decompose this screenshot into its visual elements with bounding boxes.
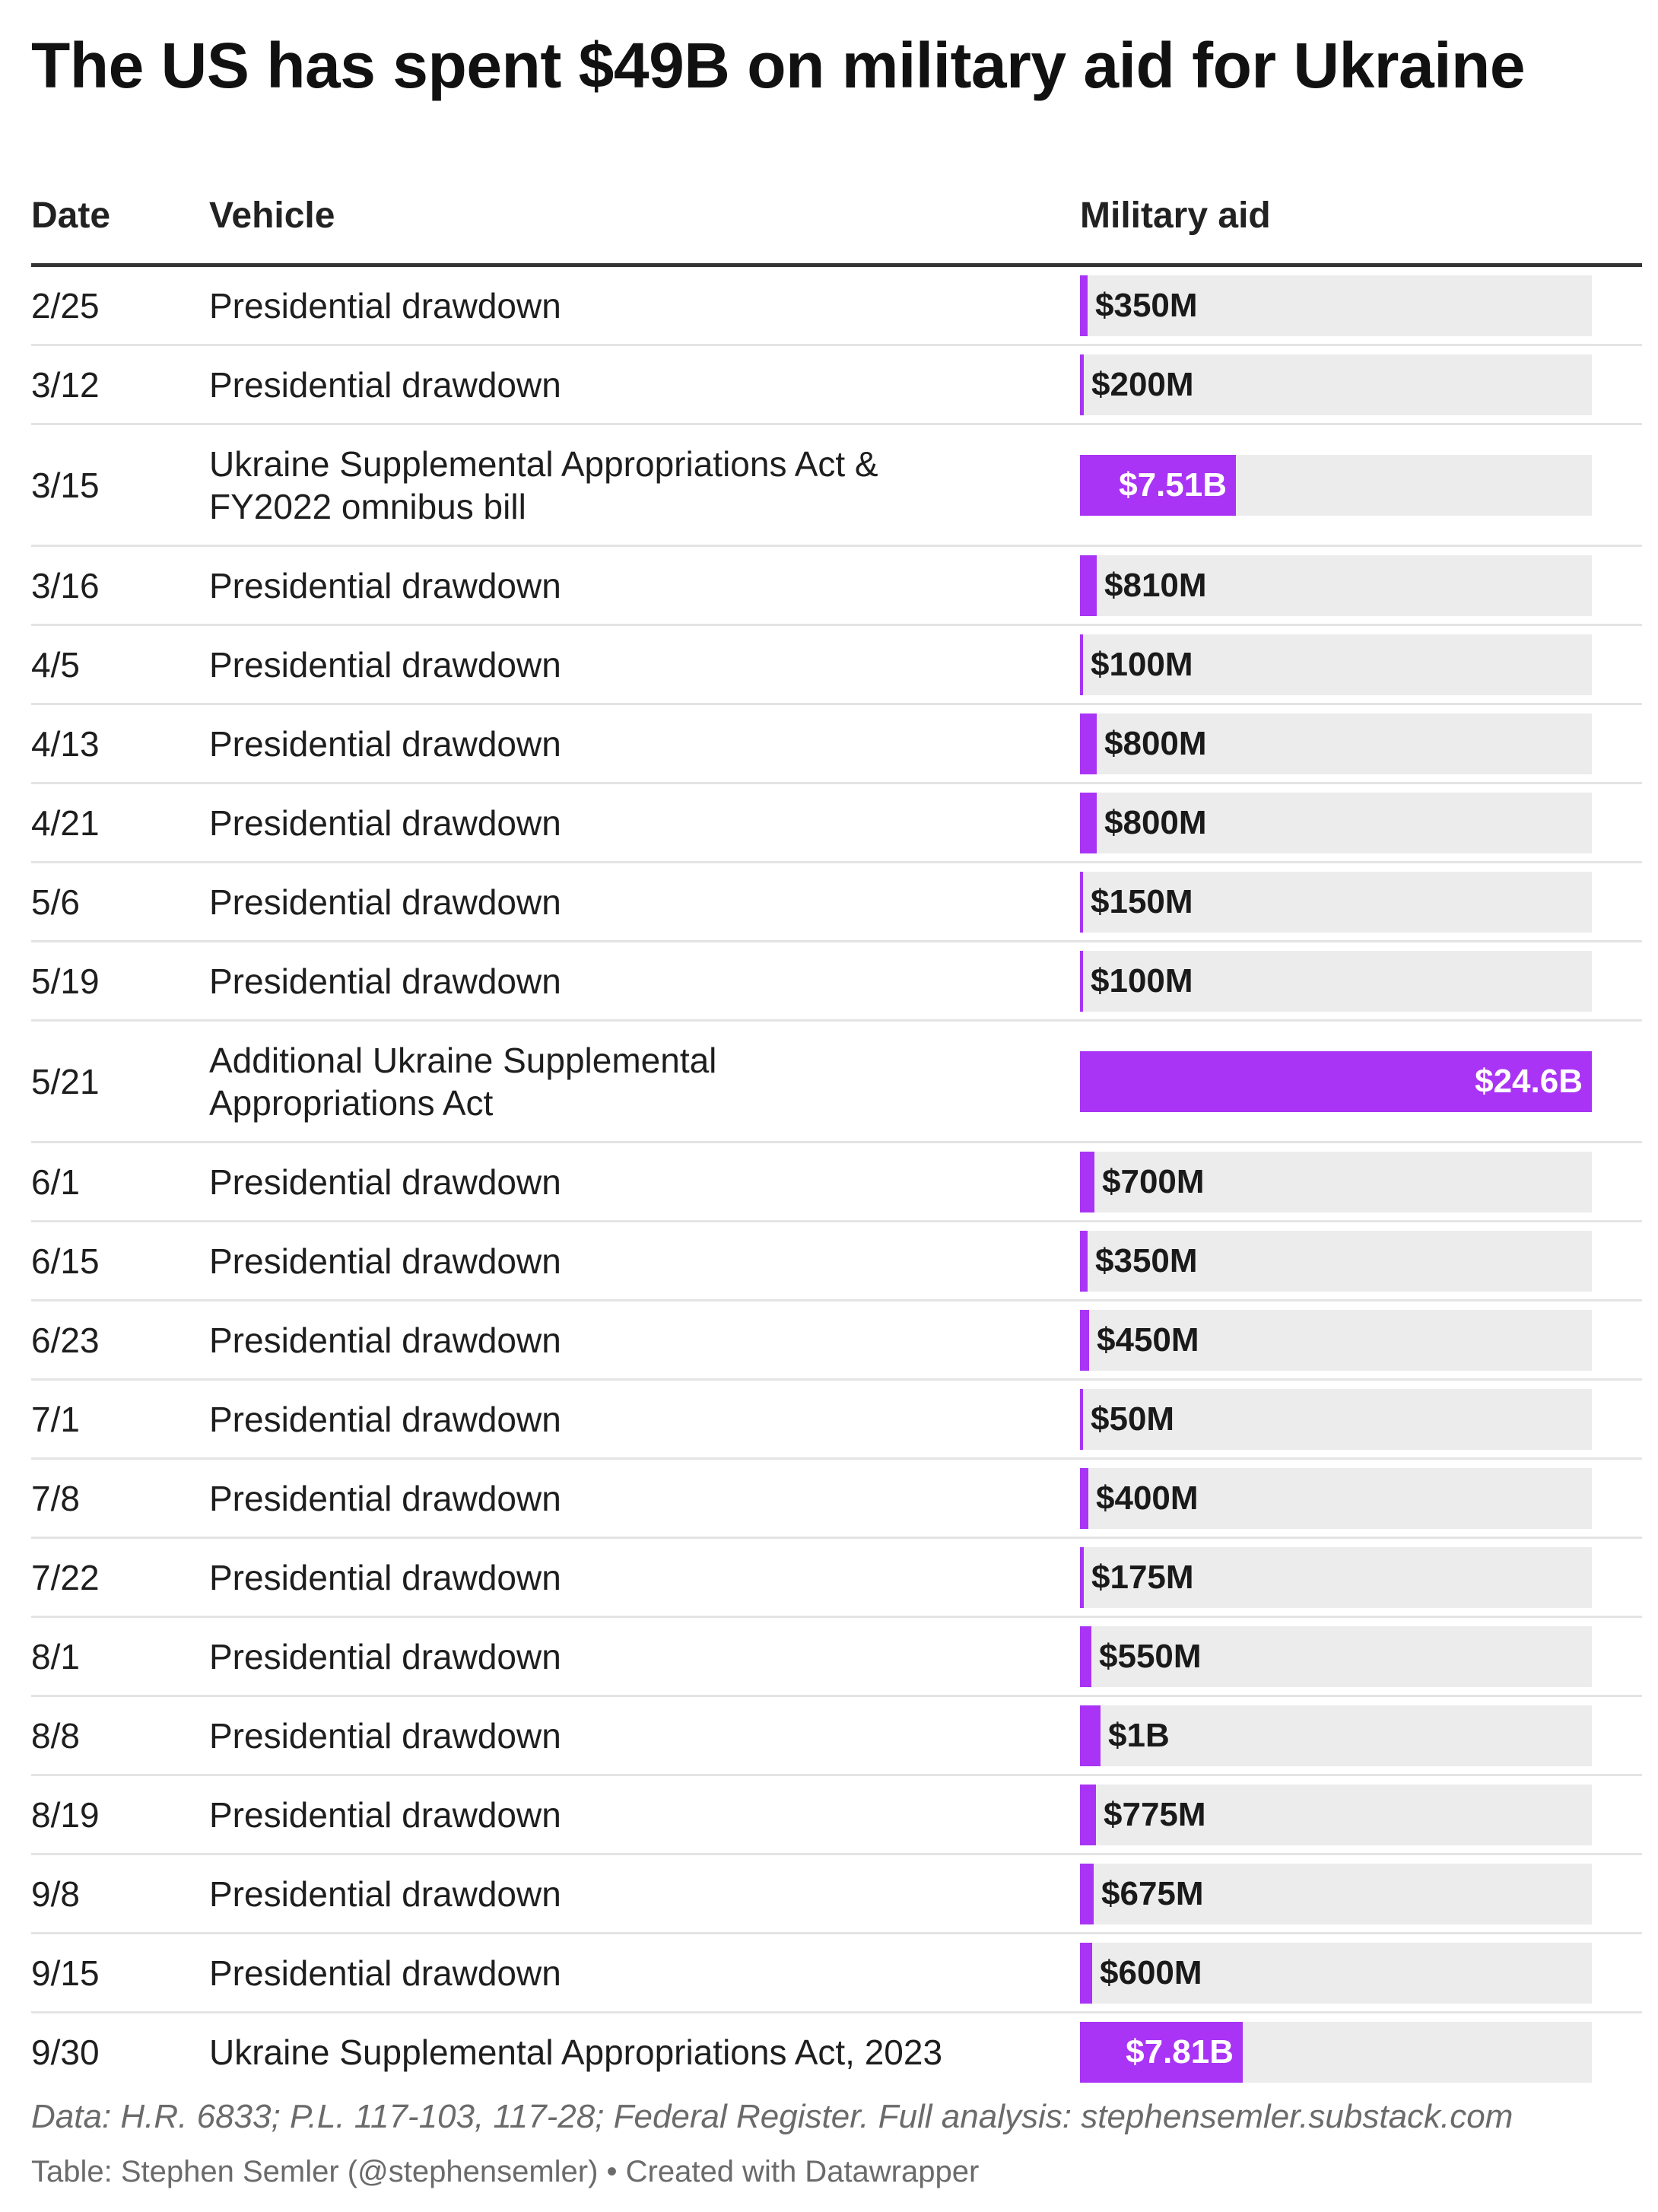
- bar-data-label: $810M: [1104, 566, 1207, 604]
- bar-value: [1080, 793, 1097, 853]
- date-cell: 4/13: [31, 723, 100, 764]
- bar-data-label: $800M: [1104, 803, 1207, 841]
- table-row: [31, 1855, 1642, 1934]
- date-cell: 7/8: [31, 1478, 80, 1518]
- vehicle-cell: Presidential drawdown: [209, 961, 561, 1001]
- bar-value: [1080, 951, 1083, 1012]
- date-cell: 8/19: [31, 1794, 100, 1835]
- vehicle-cell: Presidential drawdown: [209, 723, 561, 764]
- bar-data-label: $350M: [1095, 1241, 1198, 1279]
- bar-value: [1080, 1310, 1089, 1371]
- vehicle-cell: Ukraine Supplemental Appropriations Act, 2023: [209, 2032, 943, 2072]
- date-cell: 5/21: [31, 1061, 100, 1101]
- vehicle-cell: Presidential drawdown: [209, 882, 561, 922]
- bar-data-label: $200M: [1091, 365, 1194, 403]
- table-row: [31, 425, 1642, 547]
- credit-line: Table: Stephen Semler (@stephensemler) • Created with Datawrapper: [31, 2155, 980, 2188]
- bar-value: [1080, 354, 1084, 415]
- table-header: [31, 190, 1642, 267]
- bar-track: [1080, 275, 1592, 336]
- table-row: [31, 1934, 1642, 2013]
- table-body: [31, 267, 1642, 2090]
- bar-value: [1080, 634, 1083, 695]
- bar-track: [1080, 1626, 1592, 1687]
- table-row: [31, 1697, 1642, 1776]
- vehicle-cell: Presidential drawdown: [209, 565, 561, 605]
- table-row: [31, 267, 1642, 346]
- vehicle-cell: Presidential drawdown: [209, 1794, 561, 1835]
- vehicle-cell: Presidential drawdown: [209, 1478, 561, 1518]
- bar-data-label: $675M: [1101, 1874, 1204, 1912]
- date-cell: 6/15: [31, 1241, 100, 1281]
- table-row: [31, 2013, 1642, 2090]
- bar-track: [1080, 951, 1592, 1012]
- date-cell: 3/15: [31, 465, 100, 505]
- bar-value: [1080, 1705, 1101, 1766]
- vehicle-cell: Presidential drawdown: [209, 644, 561, 685]
- bar-data-label: $7.81B: [1126, 2032, 1234, 2071]
- vehicle-cell: Presidential drawdown: [209, 802, 561, 843]
- vehicle-cell: Ukraine Supplemental Appropriations Act & FY2022 omnibus bill: [209, 443, 878, 526]
- table-row: [31, 1460, 1642, 1539]
- table-row: [31, 1143, 1642, 1222]
- vehicle-cell: Additional Ukraine Supplemental Appropriations Act: [209, 1040, 717, 1123]
- table-row: [31, 1618, 1642, 1697]
- table-row: [31, 942, 1642, 1022]
- bar-data-label: $24.6B: [1475, 1062, 1583, 1100]
- bar-data-label: $450M: [1097, 1321, 1199, 1359]
- vehicle-cell: Presidential drawdown: [209, 1320, 561, 1360]
- table-row: [31, 626, 1642, 705]
- bar-track: [1080, 2022, 1592, 2083]
- bar-data-label: $775M: [1104, 1795, 1206, 1833]
- table-row: [31, 547, 1642, 626]
- bar-track: [1080, 1310, 1592, 1371]
- table-row: [31, 346, 1642, 425]
- table-row: [31, 784, 1642, 863]
- bar-value: [1080, 1389, 1083, 1450]
- bar-track: [1080, 1864, 1592, 1924]
- bar-data-label: $150M: [1091, 882, 1193, 920]
- date-cell: 4/5: [31, 644, 80, 685]
- bar-track: [1080, 1785, 1592, 1845]
- vehicle-cell: Presidential drawdown: [209, 1557, 561, 1597]
- date-cell: 3/16: [31, 565, 100, 605]
- vehicle-cell: Presidential drawdown: [209, 364, 561, 405]
- bar-track: [1080, 1152, 1592, 1212]
- bar-track: [1080, 634, 1592, 695]
- bar-value: [1080, 555, 1097, 616]
- bar-data-label: $50M: [1091, 1400, 1175, 1438]
- date-cell: 8/1: [31, 1636, 80, 1676]
- bar-value: [1080, 1864, 1094, 1924]
- table-row: [31, 1539, 1642, 1618]
- date-cell: 9/30: [31, 2032, 100, 2072]
- bar-track: [1080, 1051, 1592, 1112]
- table-row: [31, 863, 1642, 942]
- date-cell: 2/25: [31, 285, 100, 326]
- bar-track: [1080, 793, 1592, 853]
- bar-data-label: $1B: [1108, 1716, 1170, 1754]
- bar-value: [1080, 1468, 1088, 1529]
- table-row: [31, 1301, 1642, 1381]
- bar-track: [1080, 1943, 1592, 2004]
- bar-data-label: $7.51B: [1119, 466, 1227, 504]
- bar-track: [1080, 1547, 1592, 1608]
- bar-data-label: $175M: [1091, 1558, 1194, 1596]
- date-cell: 9/8: [31, 1874, 80, 1914]
- bar-data-label: $100M: [1091, 961, 1193, 1000]
- date-cell: 7/1: [31, 1399, 80, 1439]
- bar-track: [1080, 354, 1592, 415]
- date-cell: 6/1: [31, 1162, 80, 1202]
- bar-data-label: $350M: [1095, 286, 1198, 324]
- column-header-date[interactable]: Date: [31, 195, 111, 236]
- vehicle-cell: Presidential drawdown: [209, 1636, 561, 1676]
- chart-title: The US has spent $49B on military aid for Ukraine: [31, 30, 1526, 101]
- vehicle-cell: Presidential drawdown: [209, 285, 561, 326]
- bar-track: [1080, 1705, 1592, 1766]
- bar-data-label: $550M: [1099, 1637, 1202, 1675]
- bar-track: [1080, 713, 1592, 774]
- date-cell: 4/21: [31, 802, 100, 843]
- table-row: [31, 1381, 1642, 1460]
- bar-track: [1080, 1389, 1592, 1450]
- table-row: [31, 1222, 1642, 1301]
- source-notes: Data: H.R. 6833; P.L. 117-103, 117-28; Federal Register. Full analysis: stephensemler.substack.com: [31, 2098, 1513, 2135]
- bar-data-label: $800M: [1104, 724, 1207, 762]
- bar-data-label: $100M: [1091, 645, 1193, 683]
- date-cell: 6/23: [31, 1320, 100, 1360]
- bar-track: [1080, 455, 1592, 516]
- bar-track: [1080, 555, 1592, 616]
- bar-value: [1080, 1231, 1088, 1292]
- bar-track: [1080, 872, 1592, 933]
- column-header-military-aid[interactable]: Military aid: [1080, 195, 1271, 236]
- bar-track: [1080, 1231, 1592, 1292]
- bar-value: [1080, 713, 1097, 774]
- bar-value: [1080, 872, 1083, 933]
- bar-value: [1080, 1547, 1084, 1608]
- table-row: [31, 1022, 1642, 1143]
- bar-data-label: $700M: [1102, 1162, 1205, 1200]
- date-cell: 5/6: [31, 882, 80, 922]
- vehicle-cell: Presidential drawdown: [209, 1399, 561, 1439]
- vehicle-cell: Presidential drawdown: [209, 1162, 561, 1202]
- bar-value: [1080, 1943, 1092, 2004]
- date-cell: 8/8: [31, 1715, 80, 1756]
- table-row: [31, 1776, 1642, 1855]
- date-cell: 3/12: [31, 364, 100, 405]
- date-cell: 9/15: [31, 1953, 100, 1993]
- bar-value: [1080, 1626, 1091, 1687]
- date-cell: 5/19: [31, 961, 100, 1001]
- bar-value: [1080, 275, 1088, 336]
- bar-value: [1080, 1785, 1096, 1845]
- vehicle-cell: Presidential drawdown: [209, 1715, 561, 1756]
- bar-data-label: $600M: [1100, 1953, 1202, 1991]
- table-row: [31, 705, 1642, 784]
- vehicle-cell: Presidential drawdown: [209, 1874, 561, 1914]
- column-header-vehicle[interactable]: Vehicle: [209, 195, 335, 236]
- date-cell: 7/22: [31, 1557, 100, 1597]
- vehicle-cell: Presidential drawdown: [209, 1241, 561, 1281]
- bar-track: [1080, 1468, 1592, 1529]
- bar-data-label: $400M: [1096, 1479, 1199, 1517]
- vehicle-cell: Presidential drawdown: [209, 1953, 561, 1993]
- bar-value: [1080, 1152, 1094, 1212]
